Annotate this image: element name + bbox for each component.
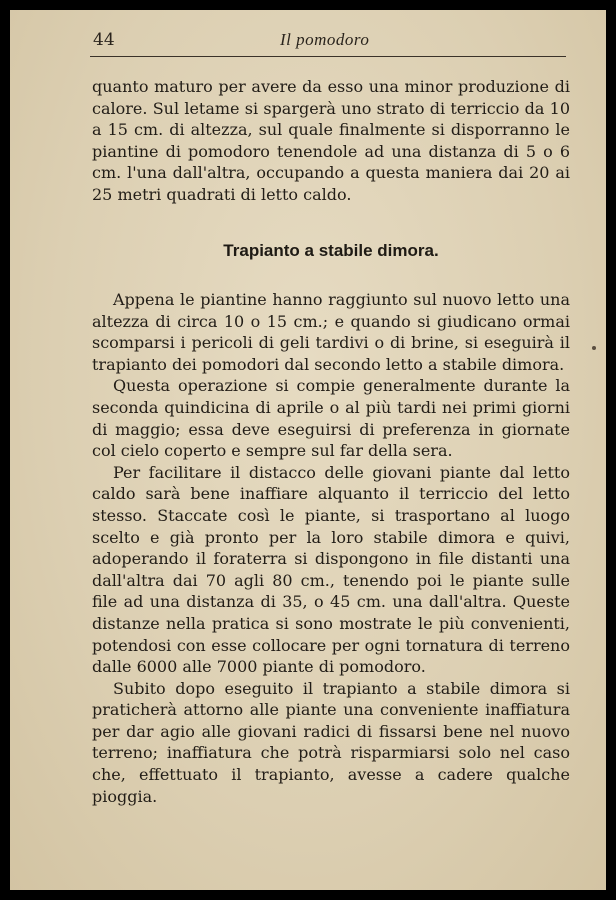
section-body xyxy=(92,289,570,807)
paragraph-3: Per facilitare il distacco delle giovani piante dal letto caldo sarà bene inaffiare alquanto il terriccio del letto stesso. Staccate così le piante, si trasportano al luogo scelto e già pronto per la loro stabile dimora e quivi, adoperando il foraterra si dispongono in file distanti una dall'altra dai 70 agli 80 cm., tenendo poi le piante sulle file ad una distanza di 35, o 45 cm. una dall'altra. Queste distanze nella pratica si sono mostrate le più convenienti, potendosi con esse collocare per ogni tornatura di terreno dalle 6000 alle 7000 piante di pomodoro. xyxy=(92,462,570,677)
intro-text-block xyxy=(92,76,570,206)
page-header xyxy=(90,30,566,57)
paragraph-4: Subito dopo eseguito il trapianto a stabile dimora si praticherà attorno alle piante una conveniente inaffiatura per dar agio alle giovani radici di fissarsi bene nel nuovo terreno; inaffiatura che potrà risparmiarsi solo nel caso che, effettuato il trapianto, avesse a cadere qualche pioggia. xyxy=(92,678,570,806)
intro-paragraph: quanto maturo per avere da esso una minor produzione di calore. Sul letame si spargerà uno strato di terriccio da 10 a 15 cm. di altezza, sul quale finalmente si disporranno le piantine di pomodoro tenendole ad una distanza di 5 o 6 cm. l'una dall'altra, occupando a questa maniera dai 20 ai 25 metri quadrati di letto caldo. xyxy=(92,77,570,204)
section-heading: Trapianto a stabile dimora. xyxy=(223,241,439,260)
page-number: 44 xyxy=(93,30,115,50)
paper-speck xyxy=(592,346,596,350)
paragraph-2: Questa operazione si compie generalmente durante la seconda quindicina di aprile o al più tardi nei primi giorni di maggio; essa deve eseguirsi di preferenza in giornate col cielo coperto e sempre sul far della sera. xyxy=(92,376,570,461)
paragraph-1: Appena le piantine hanno raggiunto sul nuovo letto una altezza di circa 10 o 15 cm.; e quando si giudicano ormai scomparsi i pericoli di geli tardivi o di brine, si eseguirà il trapianto dei pomodori dal secondo letto a stabile dimora. xyxy=(92,290,570,374)
running-title: Il pomodoro xyxy=(280,30,370,49)
book-page xyxy=(10,10,606,890)
